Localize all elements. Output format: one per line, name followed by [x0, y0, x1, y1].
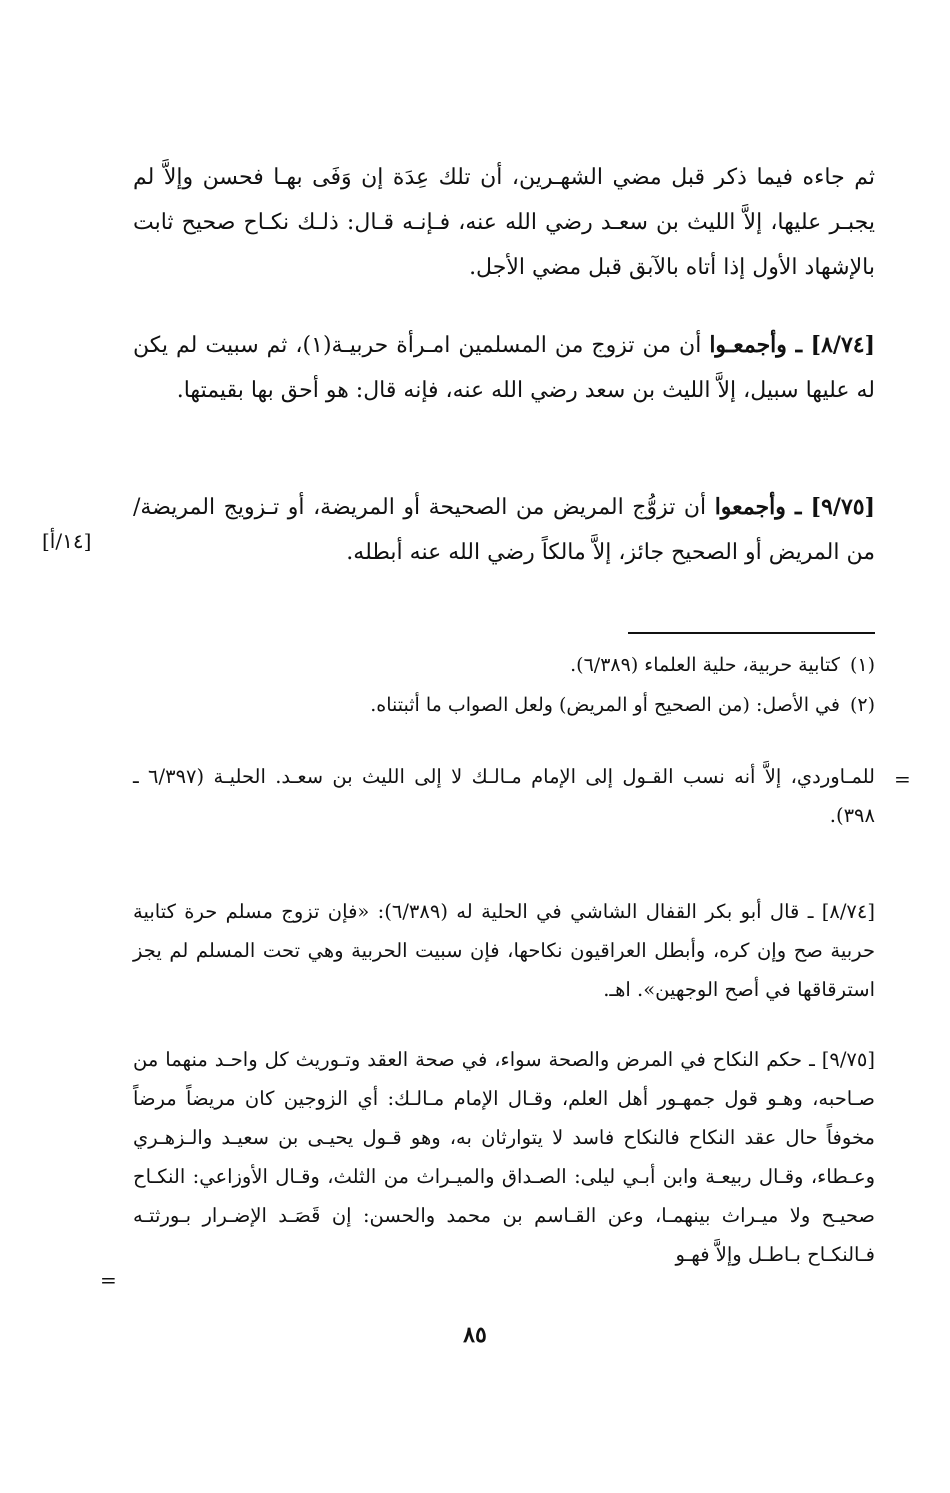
main-paragraph-2: [133, 323, 875, 413]
commentary-paragraph-2: [133, 892, 875, 1009]
commentary-label-75: [٩/٧٥] ـ: [809, 1048, 875, 1071]
commentary-paragraph-3-text: حكم النكاح في المرض والصحة سواء، في صحة العقد وتـوريث كل واحـد منهما من صـاحبه، وهـو قول جمهـور أهل العلم، وقـال الإمام مـالـك: أي الزوجين كان مريضاً مرضاً مخوفاً حال عقد النكاح فالنكاح فاسد لا يتوارثان به، وهو قـول يحيـى بن سعيـد والـزهـري وعـطاء، وقـال ربيعـة وابن أبـي ليلى: الصـداق والميـراث من الثلث، وقـال الأوزاعي: النكـاح صحيـح ولا ميـراث بينهمـا، وعن القـاسم بن محمد والحسن: إن قَصَـد الإضـرار بـورثتـه فـالنكـاح بـاطـل وإلاَّ فهـو: [133, 1048, 875, 1266]
footnote-1-number: (١): [849, 654, 875, 676]
commentary-label-74: [٨/٧٤] ـ: [807, 900, 875, 923]
continuation-mark-bottom: =: [100, 1268, 117, 1292]
consensus-label-74: [٨/٧٤] ـ وأجمعـوا: [709, 332, 875, 358]
footnote-1-text: كتابية حربية، حلية العلماء (٦/٣٨٩).: [570, 654, 840, 676]
main-paragraph-1: [133, 155, 875, 290]
footnote-2-text: في الأصل: (من الصحيح أو المريض) ولعل الصواب ما أثبتناه.: [370, 694, 840, 716]
commentary-paragraph-2-text: قال أبو بكر القفال الشاشي في الحلية له (٦/٣٨٩): «فإن تزوج مسلم حرة كتابية حربية صح وإن كره، وأبطل العراقيون نكاحها، فإن سبيت الحربية وهي تحت المسلم لم يجز استرقاقها في أصح الوجهين». اهـ.: [133, 900, 875, 1001]
main-paragraph-3-text: أن تزوُّج المريض من الصحيحة أو المريضة، أو تـزويج المريضة/ من المريض أو الصحيح جائز، إلاَّ مالكاً رضي الله عنه أبطله.: [133, 495, 875, 565]
commentary-paragraph-3: [133, 1040, 875, 1274]
consensus-label-75: [٩/٧٥] ـ وأجمعوا: [714, 494, 875, 520]
commentary-paragraph-1-text: للمـاوردي، إلاَّ أنه نسب القـول إلى الإمام مـالـك لا إلى الليث بن سعـد. الحليـة (٦/٣٩٧ ـ ٣٩٨).: [133, 765, 875, 827]
main-paragraph-2-text: أن من تزوج من المسلمين امـرأة حربيـة(١)، ثم سبيت لم يكن له عليها سبيل، إلاَّ الليث بن سعد رضي الله عنه، فإنه قال: هو أحق بها بقيمتها.: [133, 333, 875, 403]
footnote-separator: [628, 632, 875, 634]
commentary-paragraph-1: [133, 757, 875, 835]
continuation-mark-top: =: [894, 767, 911, 791]
footnote-2-number: (٢): [849, 694, 875, 716]
main-paragraph-3: [133, 485, 875, 575]
footnote-1: [133, 648, 875, 682]
page-number: ٨٥: [463, 1322, 487, 1348]
footnote-2: [133, 688, 875, 722]
manuscript-folio-marker: [١٤/أ]: [42, 529, 92, 553]
main-paragraph-1-text: ثم جاءه فيما ذكر قبل مضي الشهـرين، أن تلك عِدَة إن وَفَى بهـا فحسن وإلاَّ لم يجبـر عليها، إلاَّ الليث بن سعـد رضي الله عنه، فـإنـه قـال: ذلـك نكـاح صحيح ثابت بالإشهاد الأول إذا أتاه بالآبق قبل مضي الأجل.: [133, 165, 875, 280]
